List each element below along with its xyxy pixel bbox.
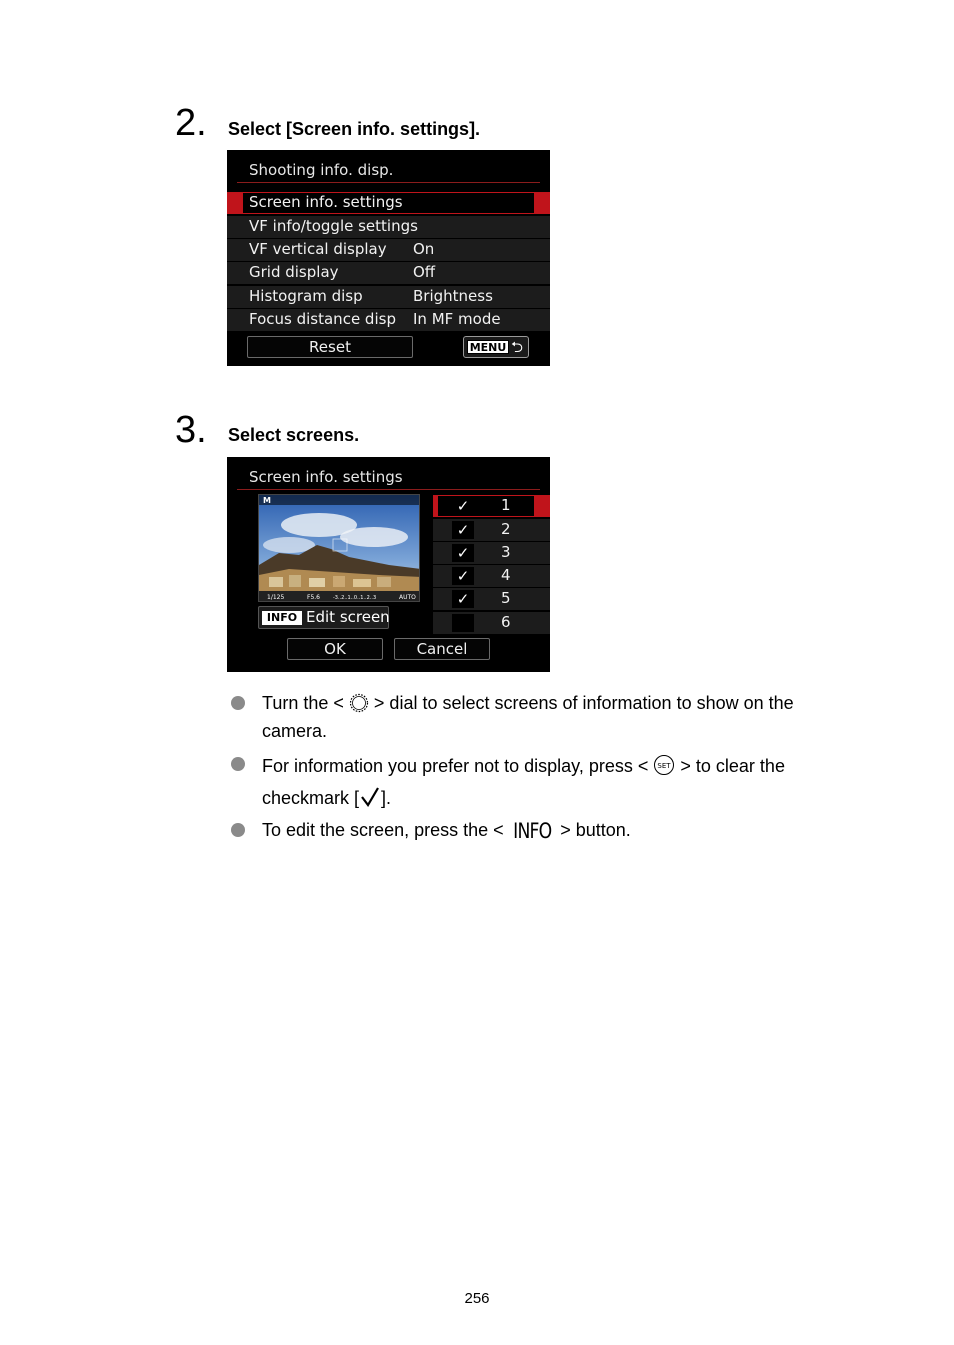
bullet-dot bbox=[231, 823, 245, 837]
empty-checkbox-icon bbox=[452, 614, 474, 632]
info-button-icon: INFO bbox=[512, 819, 551, 843]
menu-item-vf-vertical-display[interactable] bbox=[227, 239, 550, 261]
menu-item-value: In MF mode bbox=[413, 310, 501, 328]
screen-option-6[interactable] bbox=[433, 612, 550, 634]
shutter-value: 1/125 bbox=[267, 594, 285, 601]
bullet-text-part: checkmark [ bbox=[262, 788, 360, 808]
menu-title: Shooting info. disp. bbox=[249, 161, 394, 179]
aperture-value: F5.6 bbox=[307, 594, 320, 601]
screen-number: 4 bbox=[501, 566, 511, 584]
bullet-text-part: > to clear the bbox=[680, 756, 785, 776]
screen-number: 6 bbox=[501, 613, 511, 631]
step-title: Select screens. bbox=[228, 425, 360, 445]
screen-option-3[interactable] bbox=[433, 542, 550, 564]
quick-control-dial-icon bbox=[349, 693, 369, 719]
title-divider bbox=[237, 489, 540, 490]
screen-option-1[interactable] bbox=[433, 495, 550, 517]
menu-item-label: Histogram disp bbox=[249, 287, 363, 305]
bullet-text-part: > button. bbox=[560, 820, 631, 840]
bullet-text-set bbox=[262, 752, 852, 816]
screen-number: 3 bbox=[501, 543, 511, 561]
edit-screen-button[interactable] bbox=[258, 606, 389, 629]
menu-item-label: VF vertical display bbox=[249, 240, 387, 258]
checkmark-icon: ✓ bbox=[452, 497, 474, 515]
reset-button[interactable]: Reset bbox=[247, 336, 413, 358]
title-divider bbox=[237, 182, 540, 183]
cancel-button[interactable]: Cancel bbox=[394, 638, 490, 660]
menu-badge: MENU bbox=[467, 340, 509, 354]
menu-item-label: Grid display bbox=[249, 263, 339, 281]
step-number: 3. bbox=[175, 409, 207, 451]
return-arrow-icon: ⮌ bbox=[511, 338, 524, 356]
ok-button[interactable]: OK bbox=[287, 638, 383, 660]
edit-screen-label: Edit screen bbox=[306, 608, 390, 626]
checkmark-icon: ✓ bbox=[452, 590, 474, 608]
checkmark-icon: ✓ bbox=[452, 544, 474, 562]
menu-item-value: Brightness bbox=[413, 287, 493, 305]
step-title: Select [Screen info. settings]. bbox=[228, 119, 481, 139]
bullet-text-part: > dial to select screens of information to show on the bbox=[373, 693, 794, 713]
camera-menu-screenshot bbox=[227, 150, 550, 366]
checkmark-icon: ✓ bbox=[452, 567, 474, 585]
menu-return-button[interactable] bbox=[463, 336, 529, 358]
menu-item-grid-display[interactable] bbox=[227, 262, 550, 284]
screen-option-2[interactable] bbox=[433, 519, 550, 541]
checkmark-icon: ✓ bbox=[452, 521, 474, 539]
screen-number: 5 bbox=[501, 589, 511, 607]
mode-label: M bbox=[263, 496, 271, 505]
checkmark-icon bbox=[359, 786, 381, 816]
preview-photo bbox=[258, 494, 420, 602]
screen-option-5[interactable] bbox=[433, 588, 550, 610]
menu-item-vf-info-toggle[interactable] bbox=[227, 216, 550, 238]
bullet-text-dial bbox=[262, 691, 852, 743]
menu-item-label: Screen info. settings bbox=[249, 193, 403, 211]
bullet-text-part: camera. bbox=[262, 721, 328, 741]
info-badge: INFO bbox=[262, 611, 302, 625]
bullet-dot bbox=[231, 757, 245, 771]
bullet-text-part: ]. bbox=[381, 788, 392, 808]
menu-item-label: Focus distance disp bbox=[249, 310, 396, 328]
svg-text:SET: SET bbox=[657, 762, 671, 770]
page-number: 256 bbox=[464, 1290, 490, 1307]
step-number: 2. bbox=[175, 102, 207, 144]
screen-number: 1 bbox=[501, 496, 511, 514]
camera-screen-settings-screenshot bbox=[227, 457, 550, 672]
bullet-text-part: To edit the screen, press the < bbox=[262, 820, 504, 840]
menu-item-histogram-disp[interactable] bbox=[227, 286, 550, 308]
bullet-dot bbox=[231, 696, 245, 710]
menu-item-focus-distance-disp[interactable] bbox=[227, 309, 550, 331]
iso-value: AUTO bbox=[399, 594, 416, 601]
screen-option-4[interactable] bbox=[433, 565, 550, 587]
set-button-icon bbox=[653, 754, 675, 784]
menu-item-value: Off bbox=[413, 263, 436, 281]
bullet-text-part: For information you prefer not to display, press < bbox=[262, 756, 649, 776]
bullet-text-part: Turn the < bbox=[262, 693, 344, 713]
bullet-text-info bbox=[262, 818, 852, 843]
menu-item-value: On bbox=[413, 240, 435, 258]
exposure-scale: -3..2..1..0..1..2..3 bbox=[333, 595, 377, 601]
screen-title: Screen info. settings bbox=[249, 468, 403, 486]
menu-item-screen-info-settings[interactable] bbox=[227, 192, 550, 214]
menu-item-label: VF info/toggle settings bbox=[249, 217, 418, 235]
screen-number: 2 bbox=[501, 520, 511, 538]
